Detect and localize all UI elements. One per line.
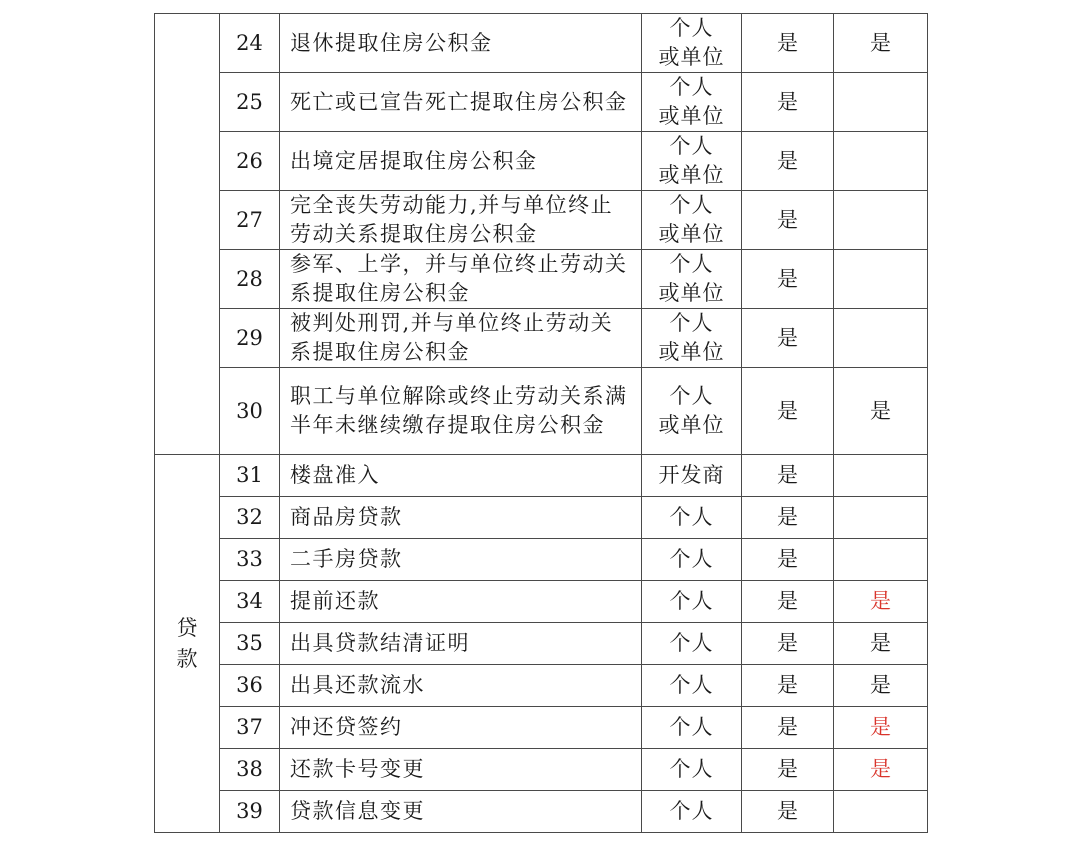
service-item: 贷款信息变更 [280,791,642,833]
service-subject [642,455,742,497]
table-row [155,665,928,707]
service-subject [642,191,742,250]
service-item: 出具贷款结清证明 [280,623,642,665]
subject-line-1: 个人 [669,757,714,781]
col4-mark: 是 [742,707,834,749]
service-subject [642,368,742,455]
table-row [155,250,928,309]
service-item: 商品房贷款 [280,497,642,539]
service-subject [642,132,742,191]
subject-line-2: 或单位 [658,340,725,364]
col4-mark: 是 [742,309,834,368]
subject-line-2: 或单位 [658,222,725,246]
service-subject [642,309,742,368]
col4-mark: 是 [742,14,834,73]
row-number: 39 [220,791,280,833]
table-row [155,14,928,73]
subject-line-1: 个人 [669,715,714,739]
service-item: 二手房贷款 [280,539,642,581]
service-item: 被判处刑罚,并与单位终止劳动关系提取住房公积金 [280,309,642,368]
row-number: 26 [220,132,280,191]
table-row [155,581,928,623]
table-body [155,14,928,833]
row-number: 38 [220,749,280,791]
subject-line-1: 个人 [669,673,714,697]
row-number: 36 [220,665,280,707]
col5-mark: 是 [834,14,928,73]
service-subject [642,250,742,309]
col5-mark: 是 [834,623,928,665]
service-subject [642,581,742,623]
row-number: 29 [220,309,280,368]
col4-mark: 是 [742,191,834,250]
subject-line-2: 或单位 [658,45,725,69]
col4-mark: 是 [742,250,834,309]
col5-mark: 是 [834,707,928,749]
subject-line-2: 或单位 [658,281,725,305]
service-subject [642,497,742,539]
group-label: 贷款 [176,615,198,671]
subject-line-1: 开发商 [658,463,725,487]
subject-line-1: 个人 [669,547,714,571]
service-subject [642,73,742,132]
service-item: 提前还款 [280,581,642,623]
col4-mark: 是 [742,791,834,833]
service-subject [642,707,742,749]
row-number: 33 [220,539,280,581]
group-cell-loan [155,455,220,833]
table-row [155,749,928,791]
service-item: 死亡或已宣告死亡提取住房公积金 [280,73,642,132]
col4-mark: 是 [742,497,834,539]
service-item: 出境定居提取住房公积金 [280,132,642,191]
row-number: 28 [220,250,280,309]
service-subject [642,623,742,665]
row-number: 30 [220,368,280,455]
service-item: 还款卡号变更 [280,749,642,791]
subject-line-1: 个人 [669,75,714,99]
services-table [154,13,928,833]
row-number: 34 [220,581,280,623]
subject-line-1: 个人 [669,252,714,276]
table-row [155,455,928,497]
service-item: 退休提取住房公积金 [280,14,642,73]
table-row [155,73,928,132]
col5-mark [834,191,928,250]
col5-mark [834,455,928,497]
col4-mark: 是 [742,368,834,455]
col4-mark: 是 [742,623,834,665]
table-row [155,368,928,455]
table-row [155,707,928,749]
col5-mark [834,539,928,581]
row-number: 37 [220,707,280,749]
subject-line-2: 或单位 [658,104,725,128]
col5-mark [834,132,928,191]
col5-mark [834,73,928,132]
subject-line-1: 个人 [669,193,714,217]
col4-mark: 是 [742,665,834,707]
table-row [155,623,928,665]
service-item: 职工与单位解除或终止劳动关系满半年未继续缴存提取住房公积金 [280,368,642,455]
subject-line-1: 个人 [669,631,714,655]
col5-mark [834,250,928,309]
row-number: 27 [220,191,280,250]
col4-mark: 是 [742,539,834,581]
table-row [155,539,928,581]
row-number: 25 [220,73,280,132]
col5-mark [834,309,928,368]
service-item: 出具还款流水 [280,665,642,707]
table-row [155,497,928,539]
service-subject [642,539,742,581]
service-subject [642,791,742,833]
col4-mark: 是 [742,581,834,623]
service-item: 楼盘准入 [280,455,642,497]
subject-line-2: 或单位 [658,163,725,187]
col4-mark: 是 [742,132,834,191]
col5-mark: 是 [834,749,928,791]
col4-mark: 是 [742,455,834,497]
row-number: 24 [220,14,280,73]
table-row [155,309,928,368]
row-number: 32 [220,497,280,539]
subject-line-1: 个人 [669,505,714,529]
col4-mark: 是 [742,749,834,791]
group-cell-withdrawal [155,14,220,455]
table-row [155,132,928,191]
service-subject [642,749,742,791]
service-subject [642,14,742,73]
table-row [155,191,928,250]
table-row [155,791,928,833]
row-number: 35 [220,623,280,665]
subject-line-1: 个人 [669,589,714,613]
service-item: 冲还贷签约 [280,707,642,749]
subject-line-1: 个人 [669,134,714,158]
service-item: 参军、上学，并与单位终止劳动关系提取住房公积金 [280,250,642,309]
subject-line-2: 或单位 [658,413,725,437]
subject-line-1: 个人 [669,16,714,40]
row-number: 31 [220,455,280,497]
subject-line-1: 个人 [669,799,714,823]
col5-mark: 是 [834,368,928,455]
service-subject [642,665,742,707]
service-item: 完全丧失劳动能力,并与单位终止劳动关系提取住房公积金 [280,191,642,250]
col4-mark: 是 [742,73,834,132]
col5-mark [834,497,928,539]
col5-mark [834,791,928,833]
col5-mark: 是 [834,581,928,623]
subject-line-1: 个人 [669,311,714,335]
col5-mark: 是 [834,665,928,707]
subject-line-1: 个人 [669,384,714,408]
